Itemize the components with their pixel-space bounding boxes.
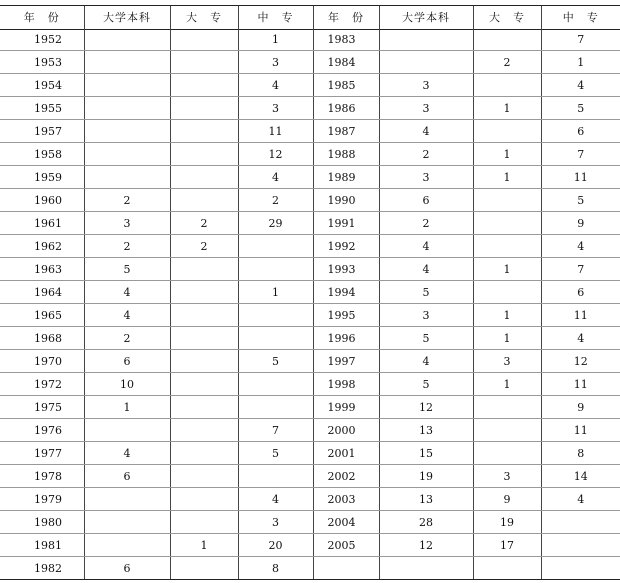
table-header-row [0,6,620,28]
undergraduate-cell-right: 4 [379,235,473,258]
secondary-cell-right: 1 [541,51,620,74]
header-junior-college-left: 大 专 [170,6,238,28]
secondary-cell-left: 4 [238,488,313,511]
undergraduate-cell-left: 4 [84,281,170,304]
secondary-cell-left [238,235,313,258]
junior-college-cell-left [170,442,238,465]
junior-college-cell-left [170,143,238,166]
secondary-cell-right: 5 [541,97,620,120]
table-row [0,51,620,74]
year-cell-right [313,557,379,580]
junior-college-cell-right: 1 [473,258,541,281]
year-cell-right: 1986 [313,97,379,120]
undergraduate-cell-left: 3 [84,212,170,235]
year-cell-right: 1993 [313,258,379,281]
junior-college-cell-right [473,442,541,465]
table-row [0,465,620,488]
table-row [0,396,620,419]
year-cell-left: 1968 [0,327,84,350]
junior-college-cell-right [473,74,541,97]
year-cell-right: 2005 [313,534,379,557]
year-cell-right: 2000 [313,419,379,442]
undergraduate-cell-right: 2 [379,212,473,235]
year-cell-left: 1953 [0,51,84,74]
table-row [0,97,620,120]
undergraduate-cell-left: 4 [84,442,170,465]
table-row [0,189,620,212]
year-cell-right: 2001 [313,442,379,465]
secondary-cell-left [238,327,313,350]
secondary-cell-left [238,258,313,281]
header-year-left: 年 份 [0,6,84,28]
year-cell-left: 1980 [0,511,84,534]
undergraduate-cell-left [84,120,170,143]
secondary-cell-left: 8 [238,557,313,580]
secondary-cell-right [541,557,620,580]
table-row [0,235,620,258]
junior-college-cell-right [473,28,541,51]
secondary-cell-right: 4 [541,488,620,511]
year-cell-left: 1978 [0,465,84,488]
undergraduate-cell-right [379,28,473,51]
table-row [0,419,620,442]
table-row [0,373,620,396]
secondary-cell-left: 29 [238,212,313,235]
secondary-cell-right: 7 [541,28,620,51]
undergraduate-cell-left: 2 [84,235,170,258]
header-secondary-right: 中 专 [562,10,599,24]
secondary-cell-right: 4 [541,327,620,350]
undergraduate-cell-left [84,97,170,120]
table-row [0,534,620,557]
secondary-cell-right: 11 [541,304,620,327]
table-row [0,281,620,304]
year-cell-left: 1976 [0,419,84,442]
secondary-cell-left: 20 [238,534,313,557]
table-row [0,442,620,465]
junior-college-cell-right: 3 [473,350,541,373]
secondary-cell-right: 4 [541,74,620,97]
table-row [0,488,620,511]
junior-college-cell-right [473,189,541,212]
junior-college-cell-right: 1 [473,143,541,166]
junior-college-cell-right: 1 [473,304,541,327]
secondary-cell-right: 12 [541,350,620,373]
year-cell-left: 1957 [0,120,84,143]
undergraduate-cell-left: 10 [84,373,170,396]
year-cell-right: 1999 [313,396,379,419]
undergraduate-cell-right: 28 [379,511,473,534]
year-cell-left: 1955 [0,97,84,120]
junior-college-cell-left [170,166,238,189]
undergraduate-cell-left [84,74,170,97]
table-row [0,74,620,97]
undergraduate-cell-left [84,534,170,557]
junior-college-cell-right: 19 [473,511,541,534]
year-cell-left: 1952 [0,28,84,51]
junior-college-cell-right: 1 [473,166,541,189]
undergraduate-cell-right [379,557,473,580]
undergraduate-cell-left: 6 [84,557,170,580]
undergraduate-cell-right: 6 [379,189,473,212]
secondary-cell-right: 9 [541,396,620,419]
junior-college-cell-left [170,465,238,488]
junior-college-cell-left [170,373,238,396]
secondary-cell-left: 1 [238,28,313,51]
undergraduate-cell-right: 2 [379,143,473,166]
table-row [0,557,620,580]
secondary-cell-right: 5 [541,189,620,212]
year-cell-right: 2002 [313,465,379,488]
year-cell-left: 1975 [0,396,84,419]
secondary-cell-left: 3 [238,51,313,74]
secondary-cell-right: 9 [541,212,620,235]
graduates-by-year-table [0,6,620,579]
year-cell-left: 1979 [0,488,84,511]
secondary-cell-left: 12 [238,143,313,166]
secondary-cell-left [238,396,313,419]
junior-college-cell-left [170,419,238,442]
secondary-cell-right: 11 [541,166,620,189]
junior-college-cell-right: 1 [473,327,541,350]
table-row [0,304,620,327]
undergraduate-cell-right: 4 [379,258,473,281]
header-secondary-left: 中 专 [238,6,313,28]
table-row [0,350,620,373]
year-cell-right: 1995 [313,304,379,327]
undergraduate-cell-left: 5 [84,258,170,281]
year-cell-left: 1959 [0,166,84,189]
header-undergraduate-right: 大学本科 [379,6,473,28]
junior-college-cell-right: 1 [473,97,541,120]
undergraduate-cell-right: 13 [379,488,473,511]
table-row [0,120,620,143]
junior-college-cell-left: 2 [170,235,238,258]
year-cell-right: 1987 [313,120,379,143]
junior-college-cell-right: 17 [473,534,541,557]
year-cell-left: 1958 [0,143,84,166]
secondary-cell-right [541,534,620,557]
secondary-cell-left: 1 [238,281,313,304]
undergraduate-cell-left [84,166,170,189]
undergraduate-cell-right: 4 [379,120,473,143]
secondary-cell-left: 3 [238,511,313,534]
year-cell-right: 1990 [313,189,379,212]
undergraduate-cell-right: 12 [379,534,473,557]
junior-college-cell-left [170,74,238,97]
secondary-cell-right: 6 [541,281,620,304]
junior-college-cell-left: 2 [170,212,238,235]
table-bottom-rule [0,579,620,580]
year-cell-right: 1985 [313,74,379,97]
junior-college-cell-right [473,281,541,304]
junior-college-cell-right [473,396,541,419]
secondary-cell-right: 14 [541,465,620,488]
year-cell-left: 1977 [0,442,84,465]
header-undergraduate-left: 大学本科 [84,6,170,28]
undergraduate-cell-right: 3 [379,97,473,120]
year-cell-right: 2004 [313,511,379,534]
table-row [0,327,620,350]
secondary-cell-left [238,465,313,488]
year-cell-left: 1962 [0,235,84,258]
year-cell-left: 1972 [0,373,84,396]
secondary-cell-left [238,304,313,327]
junior-college-cell-left [170,557,238,580]
junior-college-cell-left [170,97,238,120]
year-cell-left: 1961 [0,212,84,235]
junior-college-cell-right [473,235,541,258]
year-cell-right: 1992 [313,235,379,258]
undergraduate-cell-left: 2 [84,327,170,350]
undergraduate-cell-left [84,51,170,74]
year-cell-left: 1981 [0,534,84,557]
undergraduate-cell-right: 4 [379,350,473,373]
year-cell-right: 1988 [313,143,379,166]
junior-college-cell-right [473,557,541,580]
year-cell-left: 1970 [0,350,84,373]
table-row [0,28,620,51]
year-cell-right: 1984 [313,51,379,74]
undergraduate-cell-left: 1 [84,396,170,419]
secondary-cell-left: 11 [238,120,313,143]
secondary-cell-right: 11 [541,419,620,442]
year-cell-left: 1964 [0,281,84,304]
table-row [0,212,620,235]
junior-college-cell-left [170,281,238,304]
year-cell-right: 1994 [313,281,379,304]
table-row [0,166,620,189]
junior-college-cell-left [170,258,238,281]
junior-college-cell-left [170,120,238,143]
header-junior-college-right: 大 专 [473,6,541,28]
junior-college-cell-left [170,488,238,511]
junior-college-cell-right [473,419,541,442]
junior-college-cell-left [170,350,238,373]
secondary-cell-left: 4 [238,166,313,189]
undergraduate-cell-right: 5 [379,373,473,396]
undergraduate-cell-left: 2 [84,189,170,212]
junior-college-cell-right [473,120,541,143]
year-cell-left: 1954 [0,74,84,97]
table-row [0,511,620,534]
junior-college-cell-right: 1 [473,373,541,396]
year-cell-right: 2003 [313,488,379,511]
junior-college-cell-left [170,396,238,419]
secondary-cell-left: 5 [238,350,313,373]
junior-college-cell-left [170,511,238,534]
junior-college-cell-right [473,212,541,235]
undergraduate-cell-right: 5 [379,327,473,350]
junior-college-cell-left [170,189,238,212]
secondary-cell-left: 2 [238,189,313,212]
junior-college-cell-left [170,327,238,350]
secondary-cell-left: 5 [238,442,313,465]
undergraduate-cell-right: 15 [379,442,473,465]
junior-college-cell-right: 2 [473,51,541,74]
undergraduate-cell-left [84,143,170,166]
undergraduate-cell-right: 19 [379,465,473,488]
table-row [0,143,620,166]
junior-college-cell-left [170,304,238,327]
secondary-cell-right: 11 [541,373,620,396]
junior-college-cell-right: 9 [473,488,541,511]
secondary-cell-left [238,373,313,396]
secondary-cell-right: 7 [541,258,620,281]
year-cell-right: 1998 [313,373,379,396]
undergraduate-cell-right: 3 [379,166,473,189]
junior-college-cell-right: 3 [473,465,541,488]
secondary-cell-right: 4 [541,235,620,258]
secondary-cell-right [541,511,620,534]
table-row [0,258,620,281]
year-cell-right: 1996 [313,327,379,350]
undergraduate-cell-left: 6 [84,350,170,373]
junior-college-cell-left: 1 [170,534,238,557]
junior-college-cell-left [170,28,238,51]
secondary-cell-left: 7 [238,419,313,442]
year-cell-left: 1963 [0,258,84,281]
undergraduate-cell-left: 4 [84,304,170,327]
secondary-cell-left: 4 [238,74,313,97]
undergraduate-cell-left [84,28,170,51]
junior-college-cell-left [170,51,238,74]
year-cell-right: 1991 [313,212,379,235]
undergraduate-cell-left [84,419,170,442]
undergraduate-cell-right: 5 [379,281,473,304]
undergraduate-cell-right: 3 [379,74,473,97]
undergraduate-cell-right [379,51,473,74]
undergraduate-cell-right: 3 [379,304,473,327]
undergraduate-cell-left: 6 [84,465,170,488]
year-cell-left: 1982 [0,557,84,580]
year-cell-right: 1989 [313,166,379,189]
secondary-cell-right: 8 [541,442,620,465]
table-body [0,28,620,579]
header-year-right: 年 份 [313,6,379,28]
year-cell-right: 1983 [313,28,379,51]
undergraduate-cell-left [84,511,170,534]
undergraduate-cell-left [84,488,170,511]
secondary-cell-left: 3 [238,97,313,120]
year-cell-right: 1997 [313,350,379,373]
year-cell-left: 1960 [0,189,84,212]
secondary-cell-right: 6 [541,120,620,143]
undergraduate-cell-right: 13 [379,419,473,442]
year-cell-left: 1965 [0,304,84,327]
secondary-cell-right: 7 [541,143,620,166]
undergraduate-cell-right: 12 [379,396,473,419]
